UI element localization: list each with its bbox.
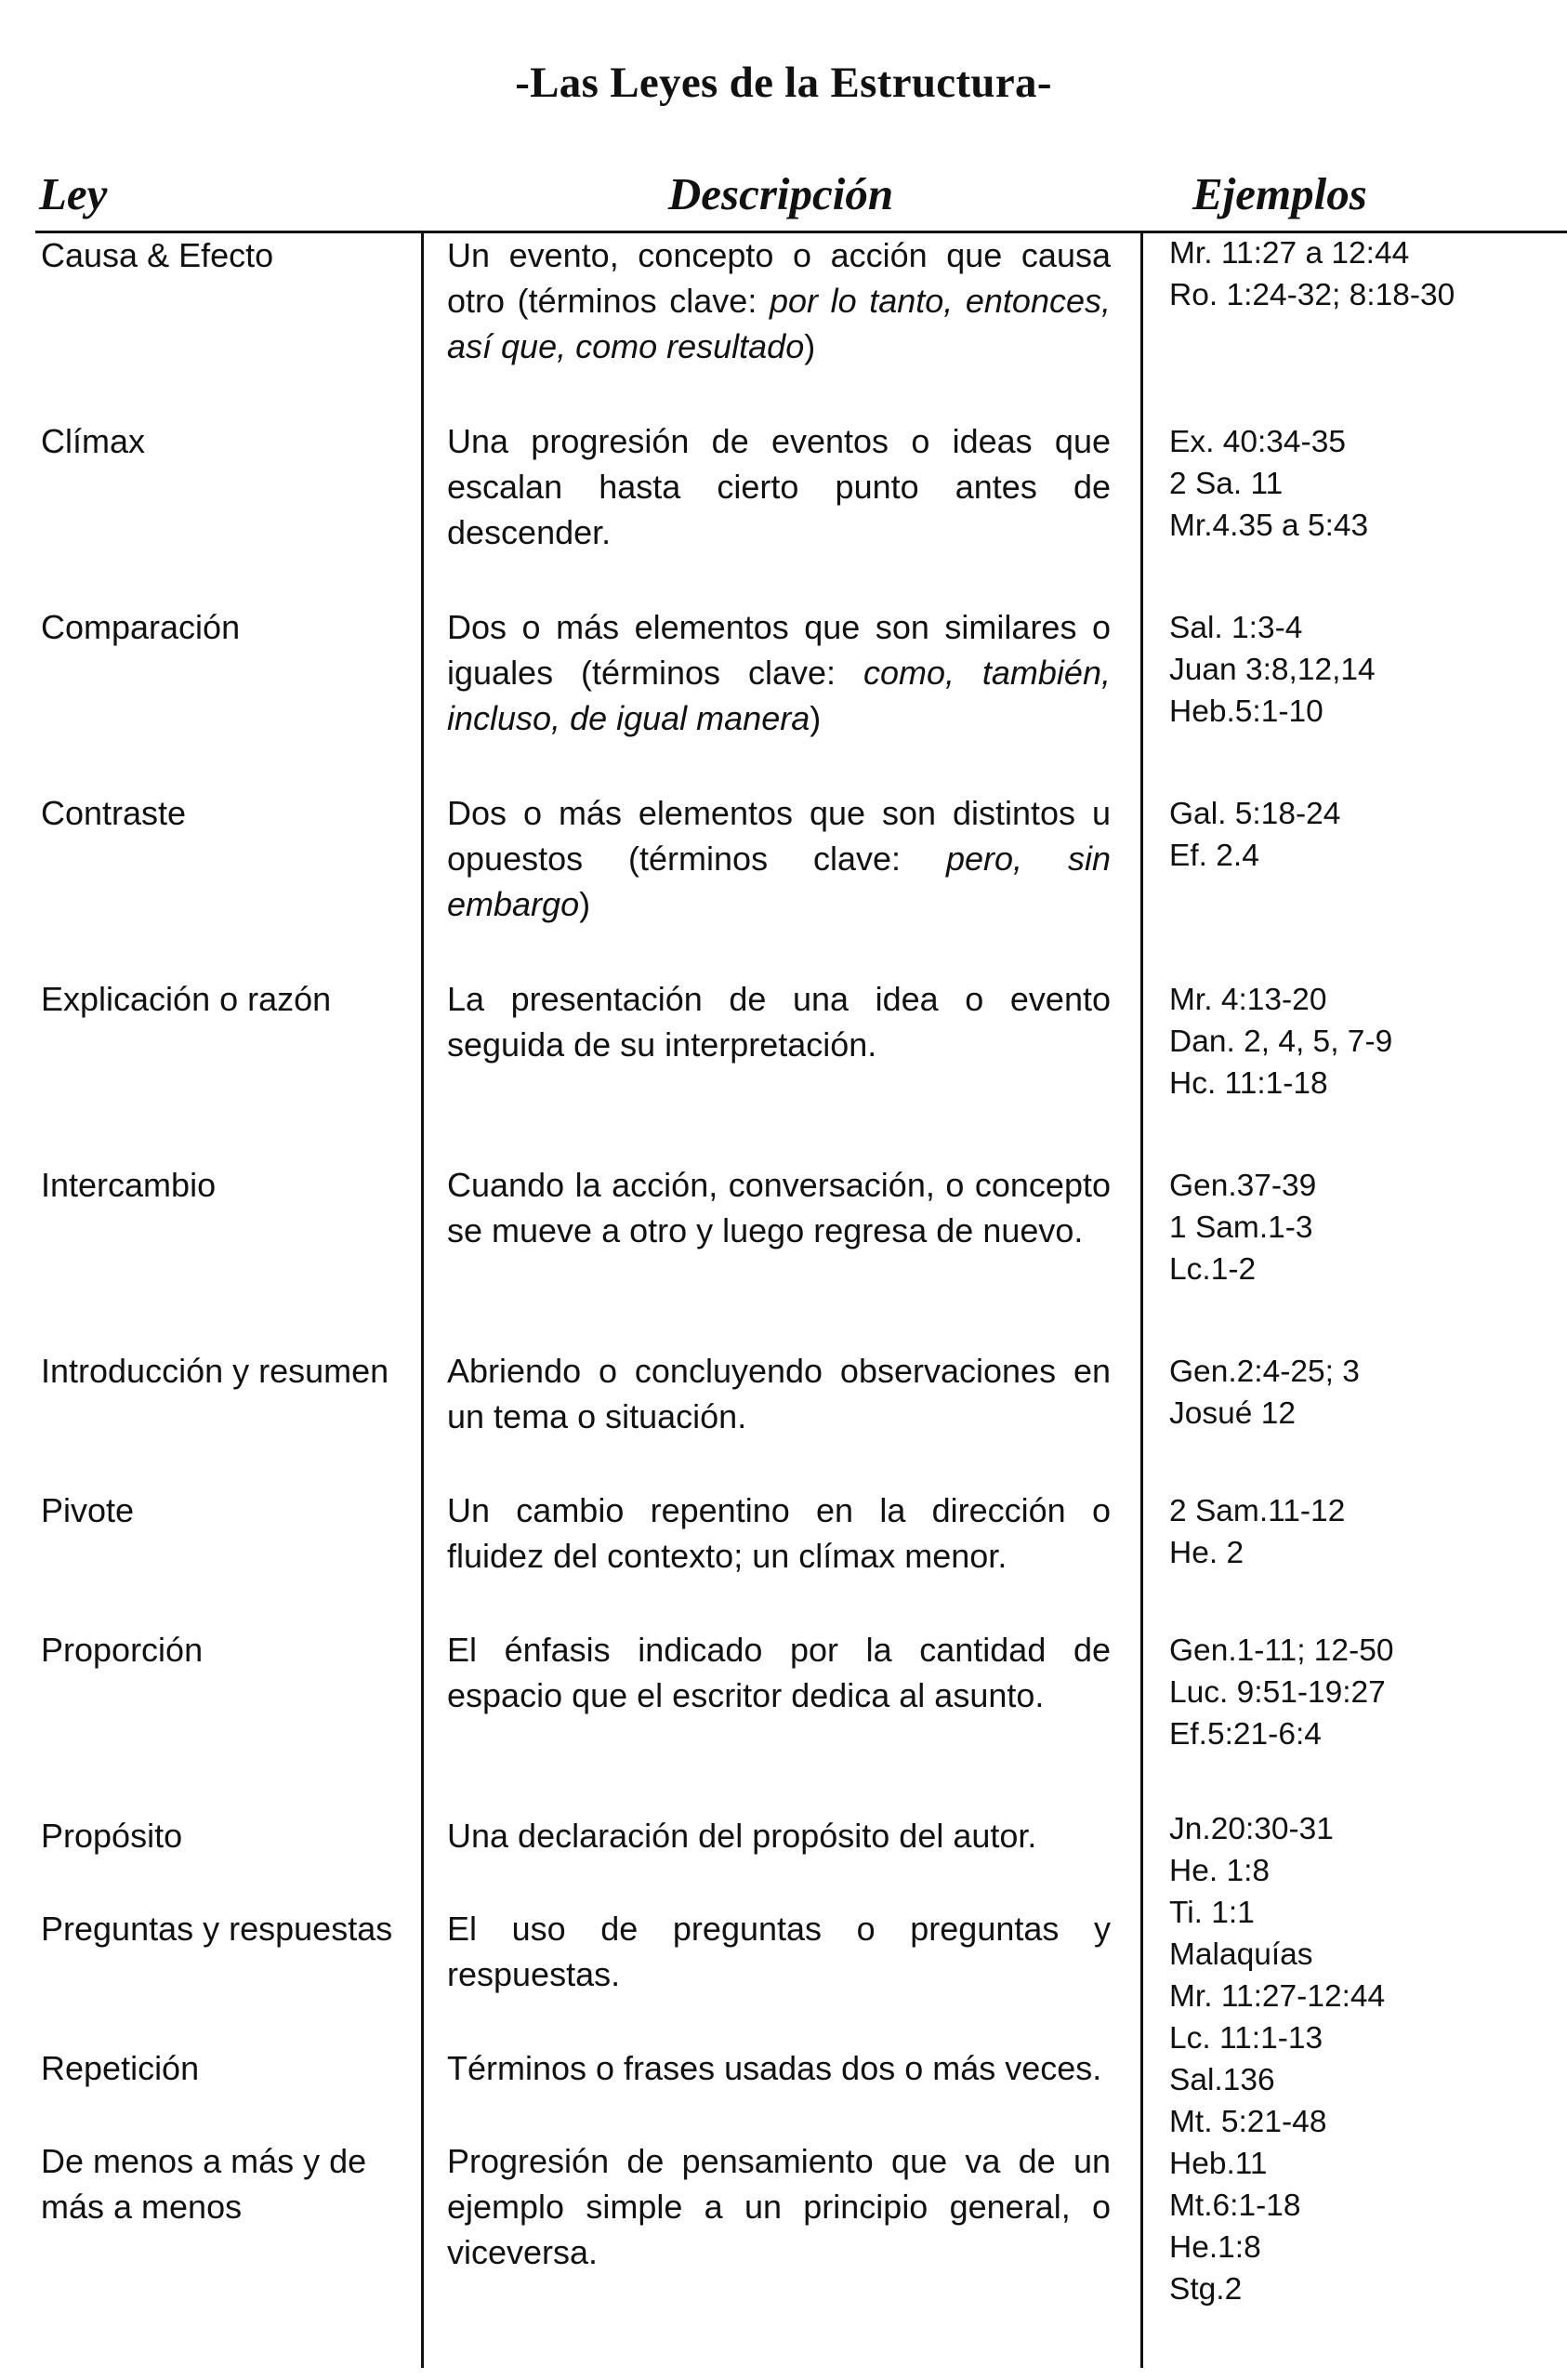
ejemplo-ref: Mt. 5:21-48	[1169, 2105, 1327, 2139]
column-header-descripcion-label: Descripción	[667, 168, 894, 219]
table-row-ejemplos	[1169, 232, 1550, 316]
table-row-ejemplos	[1169, 2017, 1550, 2143]
table-row-ley: De menos a más y de más a menos	[41, 2142, 367, 2226]
table-row-ejemplos	[1169, 793, 1550, 877]
ejemplo-ref: Jn.20:30-31	[1169, 1812, 1334, 1846]
table-row-descripcion: Abriendo o concluyendo observaciones en un tema o situación.	[447, 1352, 1111, 1435]
table-row-ley: Causa & Efecto	[41, 236, 274, 274]
ejemplo-ref: 2 Sa. 11	[1169, 467, 1284, 501]
column-header-ejemplos: Ejemplos	[1192, 168, 1367, 219]
ejemplo-ref: 1 Sam.1-3	[1169, 1210, 1313, 1245]
ejemplo-ref: Mt.6:1-18	[1169, 2188, 1301, 2223]
ejemplo-ref: Mr. 11:27-12:44	[1169, 1979, 1386, 2014]
ejemplo-ref: He. 1:8	[1169, 1854, 1271, 1888]
ejemplo-ref: Heb.11	[1169, 2147, 1268, 2181]
desc-keywords: por lo tanto, entonces, así que, como resultado	[447, 282, 1111, 365]
table-row-ejemplos	[1169, 1808, 1550, 1892]
table-row-descripcion: La presentación de una idea o evento seguida de su interpretación.	[447, 980, 1111, 1064]
ejemplo-ref: Lc. 11:1-13	[1169, 2021, 1323, 2056]
table-row-ejemplos	[1169, 421, 1550, 547]
ejemplo-ref: Gen.2:4-25; 3	[1169, 1355, 1360, 1389]
table-row-ley: Clímax	[41, 422, 146, 460]
desc-text-end: )	[804, 327, 816, 365]
ejemplo-ref: Sal.136	[1169, 2063, 1275, 2097]
ejemplo-ref: He. 2	[1169, 1536, 1244, 1570]
desc-text: Dos o más elementos que son similares o iguales (términos clave:	[447, 608, 1111, 692]
table-row-descripcion	[447, 604, 1111, 741]
table-row-descripcion: Una progresión de eventos o ideas que escalan hasta cierto punto antes de descender.	[447, 422, 1111, 551]
ejemplo-ref: Hc. 11:1-18	[1169, 1066, 1328, 1101]
desc-keywords: como, también, incluso, de igual manera	[447, 654, 1111, 737]
table-row-ley: Contraste	[41, 794, 187, 832]
ejemplo-ref: Gen.1-11; 12-50	[1169, 1633, 1394, 1668]
table-row-ejemplos	[1169, 607, 1550, 733]
table-row-descripcion: Cuando la acción, conversación, o concepto se mueve a otro y luego regresa de nuevo.	[447, 1166, 1111, 1250]
table-row-descripcion: Una declaración del propósito del autor.	[447, 1817, 1037, 1855]
desc-text-end: )	[810, 699, 822, 737]
table-row-ejemplos	[1169, 1892, 1550, 2017]
ejemplo-ref: Sal. 1:3-4	[1169, 611, 1303, 645]
ejemplo-ref: Ef.5:21-6:4	[1169, 1717, 1322, 1752]
table-row-ejemplos	[1169, 2143, 1550, 2310]
ejemplo-ref: He.1:8	[1169, 2230, 1261, 2265]
table-row-descripcion	[447, 232, 1111, 369]
table-row-ejemplos	[1169, 1165, 1550, 1290]
table-row-ejemplos	[1169, 979, 1550, 1104]
ejemplo-ref: Heb.5:1-10	[1169, 694, 1323, 729]
table-row-descripcion: El uso de preguntas o preguntas y respuestas.	[447, 1910, 1111, 1993]
table-row-descripcion	[447, 790, 1111, 927]
ejemplo-ref: Gal. 5:18-24	[1169, 797, 1341, 831]
ejemplo-ref: Josué 12	[1169, 1396, 1296, 1431]
desc-text: Un evento, concepto o acción que causa otro (términos clave:	[447, 236, 1111, 320]
ejemplo-ref: Ro. 1:24-32; 8:18-30	[1169, 278, 1455, 312]
ejemplo-ref: Malaquías	[1169, 1937, 1313, 1972]
ejemplo-ref: Lc.1-2	[1169, 1252, 1257, 1287]
table-row-ley: Comparación	[41, 608, 241, 646]
ejemplo-ref: Ti. 1:1	[1169, 1896, 1255, 1930]
column-divider-2	[1140, 231, 1143, 2368]
table-row-ley: Proporción	[41, 1631, 204, 1669]
ejemplo-ref: Gen.37-39	[1169, 1169, 1317, 1203]
table-row-ley: Preguntas y respuestas	[41, 1910, 393, 1948]
table-row-ejemplos	[1169, 1490, 1550, 1574]
column-header-ley: Ley	[39, 168, 108, 219]
table-row-ley: Introducción y resumen	[41, 1352, 389, 1390]
ejemplo-ref: Stg.2	[1169, 2272, 1243, 2307]
ejemplo-ref: 2 Sam.11-12	[1169, 1494, 1346, 1528]
table-row-descripcion: El énfasis indicado por la cantidad de espacio que el escritor dedica al asunto.	[447, 1631, 1111, 1714]
table-row-ley: Pivote	[41, 1491, 135, 1529]
page-title: -Las Leyes de la Estructura-	[515, 59, 1052, 107]
table-row-descripcion: Términos o frases usadas dos o más veces.	[447, 2049, 1102, 2087]
table-row-ley: Propósito	[41, 1817, 183, 1855]
ejemplo-ref: Juan 3:8,12,14	[1169, 653, 1376, 687]
table-row-ejemplos	[1169, 1351, 1550, 1435]
ejemplo-ref: Ef. 2.4	[1169, 839, 1259, 873]
column-divider-1	[421, 231, 424, 2368]
ejemplo-ref: Mr. 4:13-20	[1169, 983, 1327, 1017]
desc-keywords: pero, sin embargo	[447, 840, 1112, 923]
ejemplo-ref: Ex. 40:34-35	[1169, 425, 1346, 459]
table-row-ley: Intercambio	[41, 1166, 217, 1204]
table-row-ley: Explicación o razón	[41, 980, 332, 1018]
ejemplo-ref: Luc. 9:51-19:27	[1169, 1675, 1386, 1710]
table-row-descripcion: Un cambio repentino en la dirección o fluidez del contexto; un clímax menor.	[447, 1491, 1111, 1575]
table-row-descripcion: Progresión de pensamiento que va de un ejemplo simple a un principio general, o viceversa.	[447, 2142, 1111, 2271]
ejemplo-ref: Mr. 11:27 a 12:44	[1169, 236, 1410, 271]
ejemplo-ref: Dan. 2, 4, 5, 7-9	[1169, 1025, 1393, 1059]
desc-text: Dos o más elementos que son distintos u opuestos (términos clave:	[447, 794, 1111, 878]
desc-text-end: )	[579, 885, 591, 923]
table-row-ley: Repetición	[41, 2049, 200, 2087]
ejemplo-ref: Mr.4.35 a 5:43	[1169, 509, 1369, 543]
table-row-ejemplos	[1169, 1630, 1550, 1755]
